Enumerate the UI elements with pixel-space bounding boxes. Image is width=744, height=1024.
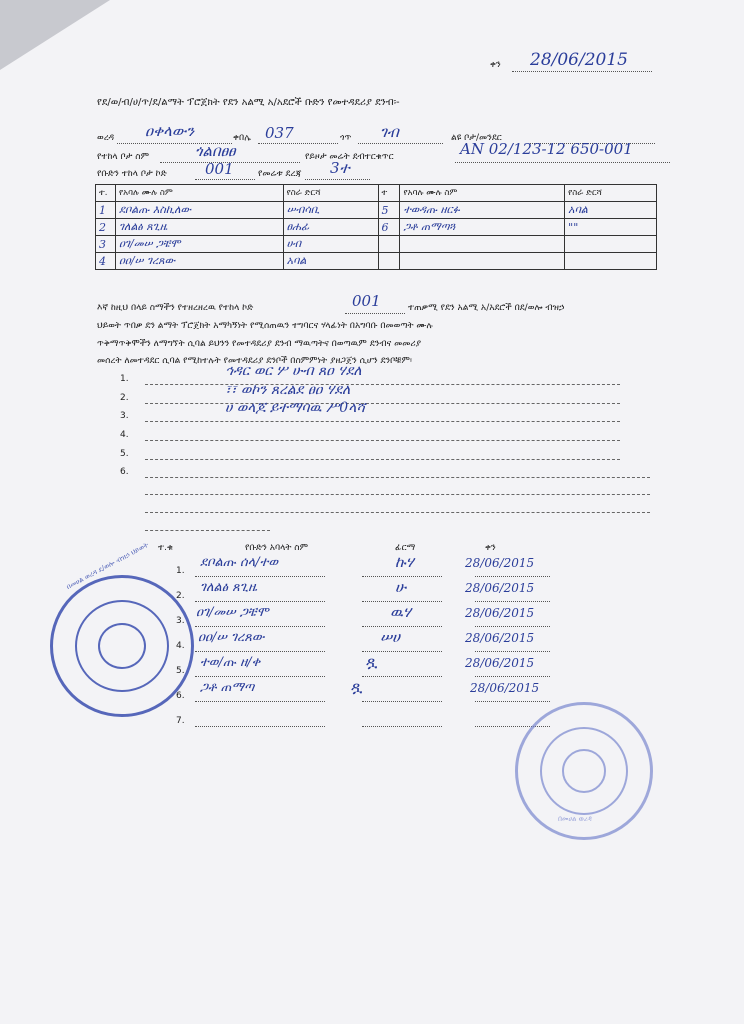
- kebele-label: ቀበሌ: [233, 133, 251, 143]
- paragraph-line: መሰረት ለመተዳደር ሲባል የሚከተሉት የመተዳደሪያ ደንቦች በስምምነት ያዘጋጀን ሲሆን ደንቦቹም፡: [97, 356, 412, 366]
- date-label: ቀን: [490, 60, 501, 70]
- signature-line: [195, 576, 325, 577]
- table-cell: 3: [96, 236, 116, 253]
- signature-date: 28/06/2015: [465, 631, 535, 645]
- table-cell: ሀብ: [283, 236, 378, 253]
- signature-number: 6.: [176, 691, 185, 701]
- signature-line: [362, 701, 442, 702]
- table-cell: ዐዐ/ሠ ገረጸው: [115, 253, 283, 270]
- land-grade-value: 3ተ: [330, 159, 350, 177]
- table-header: የስራ ድርሻ: [283, 185, 378, 202]
- table-cell: 2: [96, 219, 116, 236]
- rule-line: [145, 403, 620, 404]
- signature-line: [195, 601, 325, 602]
- stamp-core: [562, 749, 606, 793]
- plant-site-value: ጎልበፀፀ: [195, 142, 236, 160]
- signature-line: [362, 576, 442, 577]
- para-code-value: 001: [352, 292, 381, 310]
- sign-header-no: ተ.ቁ: [158, 543, 174, 553]
- rule-line: [145, 530, 270, 531]
- coord-line: [455, 162, 670, 163]
- signature-line: [195, 701, 325, 702]
- signature-name: ዐዐ/ሠ ገረጸው: [198, 630, 265, 645]
- table-cell: ደቦልጡ እስኪለው: [115, 202, 283, 219]
- table-cell: ገለልፅ ጸጊዜ: [115, 219, 283, 236]
- table-row: [96, 219, 657, 236]
- rule-text: ፣፣ ወኮን ጸረልደ ፀዐ ሃደለ: [225, 382, 351, 398]
- signature-number: 1.: [176, 566, 185, 576]
- sign-header-sig: ፊርማ: [395, 543, 416, 553]
- land-grade-line: [305, 179, 370, 180]
- signature-name: ጋቶ ጠማጣ: [200, 680, 255, 695]
- table-header: ተ: [378, 185, 400, 202]
- signature-name: ደቦልጡ ሰላ/ተወ: [200, 555, 279, 570]
- signature-mark: ዉሃ: [390, 603, 412, 621]
- kebele-line: [258, 143, 338, 144]
- rule-line: [145, 384, 620, 385]
- signature-line: [362, 726, 442, 727]
- signature-number: 7.: [176, 716, 185, 726]
- table-cell: 1: [96, 202, 116, 219]
- signature-line: [475, 626, 550, 627]
- signature-date: 28/06/2015: [465, 556, 535, 570]
- table-cell: አባል: [565, 202, 657, 219]
- rule-number: 2.: [120, 393, 129, 403]
- coord-label: የይዞታ መሬት ደብተርቁጥር: [305, 152, 394, 162]
- signature-mark: ጿ: [365, 652, 378, 671]
- signature-line: [362, 626, 442, 627]
- rule-line: [145, 440, 620, 441]
- document-heading: የደ/ወ/ብ/ሀ/ጥ/ደ/ልማት ፕሮጀክት የደን አልሚ አ/አደሮች ቡድን የመተዳደሪያ ደንብ፡-: [97, 97, 400, 108]
- table-cell: 6: [378, 219, 400, 236]
- signature-date: 28/06/2015: [465, 656, 535, 670]
- signature-name: ተወ/ጡ ዘ/ቀ: [200, 655, 261, 670]
- group-no-line: [195, 179, 255, 180]
- stamp-text: በመሀል ወረዳ: [558, 815, 592, 823]
- woreda-value: ዐቀላውን: [145, 122, 195, 140]
- signature-line: [475, 676, 550, 677]
- rule-number: 6.: [120, 467, 129, 477]
- paragraph-line: ተጠቃሚ የደን አልሚ አ/አደሮች በደ/ወሎ ብዝኃ: [408, 303, 565, 313]
- rule-line: [145, 477, 650, 478]
- signature-name: ዐገ/መሠ ጋቼሞ: [196, 605, 269, 620]
- signature-line: [362, 601, 442, 602]
- signature-mark: ጿ: [350, 677, 363, 696]
- table-cell: [565, 236, 657, 253]
- signature-mark: ሁ: [395, 578, 407, 596]
- place-label: ልዩ ቦታ/መንደር: [451, 133, 502, 143]
- signature-mark: ኩሃ: [395, 553, 414, 571]
- table-cell: ሠብሳቢ: [283, 202, 378, 219]
- rule-line: [145, 459, 620, 460]
- stamp-text: በመሀል ወረዳ ደ/ወሎ ብዝኃ ህይወት: [65, 540, 150, 592]
- table-header-row: [96, 185, 657, 202]
- signature-date: 28/06/2015: [470, 681, 540, 695]
- folded-corner: [0, 0, 110, 70]
- plant-site-label: የተከላ ቦታ ስም: [97, 152, 149, 162]
- table-cell: [400, 253, 565, 270]
- signature-number: 2.: [176, 591, 185, 601]
- official-stamp-right: [515, 702, 653, 840]
- table-row: [96, 202, 657, 219]
- table-cell: ዐገ/መሠ ጋቼሞ: [115, 236, 283, 253]
- table-cell: [565, 253, 657, 270]
- table-row: [96, 236, 657, 253]
- paragraph-line: ህይወት ጥበቃ ደን ልማት ፕሮጀክት አማካኝነት የሚሰጠዉን ተግባርና ሃላፊነት በአግባቡ በመወጣት ሙሉ: [97, 321, 433, 331]
- table-cell: ጋቶ ጠማጣጓ: [400, 219, 565, 236]
- signature-mark: ሠሀ: [380, 628, 401, 646]
- signature-line: [475, 576, 550, 577]
- rule-number: 3.: [120, 411, 129, 421]
- got-label: ጎጥ: [340, 133, 352, 143]
- stamp-core: [98, 623, 146, 669]
- paragraph-line: እኛ ከዚህ በላይ ስማችን የተዘረዘረዉ የተከላ ኮድ: [97, 303, 254, 313]
- signature-line: [475, 601, 550, 602]
- rule-number: 1.: [120, 374, 129, 384]
- signature-date: 28/06/2015: [465, 581, 535, 595]
- rule-number: 5.: [120, 449, 129, 459]
- table-cell: "": [565, 219, 657, 236]
- got-value: ገብ: [380, 123, 399, 141]
- paragraph-line: ጥቅማጥቅሞችን ለማግኘት ሲባል ይህንን የመተዳደሪያ ደንብ ማዉጣትና በወጣዉም ደንብና መመሪያ: [97, 339, 422, 349]
- date-value: 28/06/2015: [530, 50, 628, 70]
- table-cell: ፀሐፊ: [283, 219, 378, 236]
- signature-line: [195, 626, 325, 627]
- members-table: [95, 184, 657, 270]
- table-cell: [378, 253, 400, 270]
- group-no-value: 001: [205, 160, 234, 178]
- rule-line: [145, 494, 650, 495]
- table-cell: አባል: [283, 253, 378, 270]
- para-code-line: [345, 313, 405, 314]
- rule-line: [145, 512, 650, 513]
- signature-line: [362, 676, 442, 677]
- signature-line: [195, 651, 325, 652]
- rule-number: 4.: [120, 430, 129, 440]
- signature-line: [195, 726, 325, 727]
- signature-line: [195, 676, 325, 677]
- date-line: [512, 71, 652, 72]
- signature-line: [475, 701, 550, 702]
- got-line: [358, 143, 443, 144]
- signature-date: 28/06/2015: [465, 606, 535, 620]
- signature-name: ገለልፅ ጸጊዜ: [200, 580, 257, 595]
- table-header: ተ.: [96, 185, 116, 202]
- coord-value: AN 02/123-12 650-001: [460, 140, 633, 158]
- table-row: [96, 253, 657, 270]
- signature-number: 3.: [176, 616, 185, 626]
- kebele-value: 037: [265, 124, 294, 142]
- rule-text: ሀ ወላጆ ይተማባዉ ሥ0ላሻ: [225, 400, 366, 416]
- table-cell: 5: [378, 202, 400, 219]
- table-header: የአባሉ ሙሉ ስም: [400, 185, 565, 202]
- table-header: የአባሉ ሙሉ ስም: [115, 185, 283, 202]
- sign-header-name: የቡድን አባላት ስም: [245, 543, 308, 553]
- rule-text: ኅዳር ወር ሦ ሁብ ጸዐ ሃደለ: [225, 363, 362, 379]
- table-cell: 4: [96, 253, 116, 270]
- table-cell: [378, 236, 400, 253]
- table-header: የስራ ድርሻ: [565, 185, 657, 202]
- signature-number: 5.: [176, 666, 185, 676]
- group-no-label: የቡድን ተከላ ቦታ ኮድ: [97, 169, 167, 179]
- table-cell: [400, 236, 565, 253]
- rule-line: [145, 421, 620, 422]
- sign-header-date: ቀን: [485, 543, 496, 553]
- woreda-label: ወረዳ: [97, 133, 115, 143]
- signature-line: [475, 651, 550, 652]
- table-cell: ተወዳጡ ዘርፉ: [400, 202, 565, 219]
- land-grade-label: የመሬቱ ደረጃ: [258, 169, 302, 179]
- signature-number: 4.: [176, 641, 185, 651]
